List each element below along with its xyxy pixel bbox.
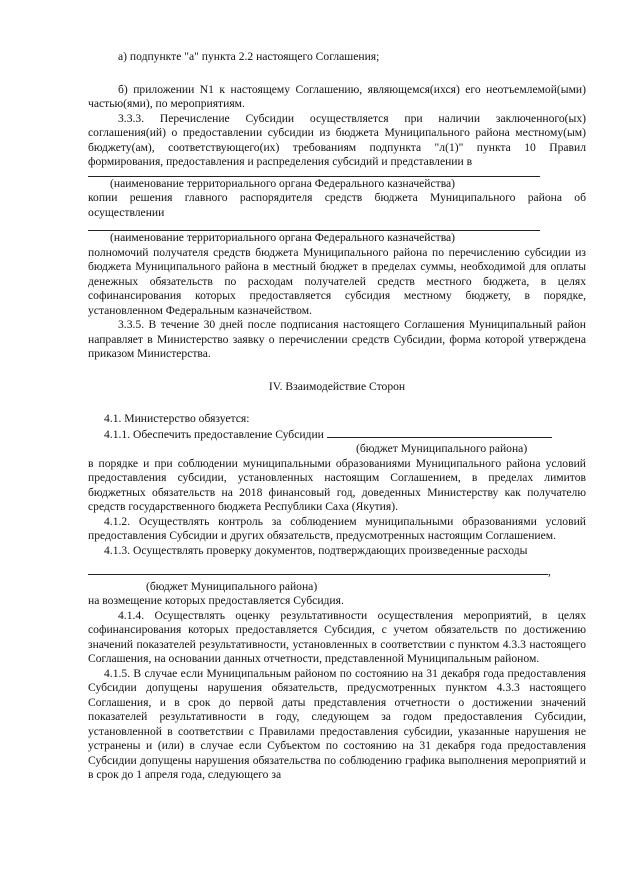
paragraph-a: а) подпункте "а" пункта 2.2 настоящего Соглашения;	[118, 50, 380, 63]
caption-budget-1: (бюджет Муниципального района)	[356, 442, 528, 455]
paragraph-4-1-3: 4.1.3. Осуществлять проверку документов, подтверждающих произведенные расходы	[104, 543, 528, 557]
comma: ,	[548, 565, 551, 578]
paragraph-3-3-5: 3.3.5. В течение 30 дней после подписания настоящего Соглашения Муниципальный район направляет в Министерство заявку о перечислении средств Субсидии, форма которой утверждена приказом Министерства.	[88, 318, 586, 360]
blank-line-row	[88, 564, 586, 580]
document-page	[88, 50, 586, 783]
paragraph-powers: полномочий получателя средств бюджета Муниципального района по перечислению субсидии из бюджета Муниципального района в местный бюджет в пределах суммы, необходимой для оплаты денежных обязательств по расходам получателей средств местного бюджета, в целях софинансирования которых предоставляется субсидия местному бюджету, в порядке, установленном Федеральным казначейством.	[88, 245, 586, 317]
caption-budget-2: (бюджет Муниципального района)	[146, 579, 318, 593]
blank-line	[88, 564, 548, 575]
blank-line	[327, 427, 552, 438]
paragraph-4-1-4: 4.1.4. Осуществлять оценку результативности осуществления мероприятий, в целях софинансирования которых предоставляется Субсидия, с учетом обязательств по достижению значений показателей результативности, установленных в соответствии с пунктом 4.3.3 настоящего Соглашения, на основании данных отчетности, представленной Муниципальным районом.	[88, 608, 586, 665]
paragraph-b: б) приложении N1 к настоящему Соглашению, являющемся(ихся) его неотъемлемой(ыми) частью(ями), по мероприятиям.	[88, 82, 586, 110]
paragraph-4-1-1-text: 4.1.1. Обеспечить предоставление Субсидии	[104, 427, 324, 441]
paragraph-reimbursement: на возмещение которых предоставляется Субсидия.	[88, 594, 344, 607]
section-title: IV. Взаимодействие Сторон	[268, 379, 406, 393]
caption-treasury-1: (наименование территориального органа Федерального казначейства)	[110, 176, 456, 190]
paragraph-conditions: в порядке и при соблюдении муниципальными образованиями Муниципального района условий предоставления субсидии, установленных настоящим Соглашением, в пределах лимитов бюджетных обязательств на 2018 финансовый год, доведенных Министерству как получателю средств государственного бюджета Республики Саха (Якутия).	[88, 456, 586, 513]
paragraph-4-1: 4.1. Министерство обязуется:	[104, 412, 250, 425]
caption-treasury-2: (наименование территориального органа Федерального казначейства)	[110, 231, 456, 244]
paragraph-copies: копии решения главного распорядителя средств бюджета Муниципального района об осуществлении	[88, 191, 586, 219]
paragraph-3-3-3: 3.3.3. Перечисление Субсидии осуществляется при наличии заключенного(ых) соглашения(ий) о предоставлении субсидии из бюджета Муниципального района местному(ым) бюджету(ам), соответствующего(их) требованиям подпункта "л(1)" пункта 10 Правил формирования, предоставления и распределения субсидий и представлении в	[88, 111, 586, 168]
paragraph-4-1-2: 4.1.2. Осуществлять контроль за соблюдением муниципальными образованиями условий предоставления Субсидии и других обязательств, предусмотренных настоящим Соглашением.	[88, 514, 586, 542]
paragraph-4-1-5: 4.1.5. В случае если Муниципальным районом по состоянию на 31 декабря года предоставления Субсидии допущены нарушения обязательств, предусмотренных пунктом 4.3.3 настоящего Соглашения, и в срок до первой даты представления отчетности о достижении значений показателей результативности в году, следующем за годом предоставления Субсидии, установленной в соответствии с Правилами предоставления субсидии, указанные нарушения не устранены и (или) в случае если Субъектом по состоянию на 31 декабря года предоставления Субсидии допущены нарушения обязательства по соблюдению графика выполнения мероприятий и в срок до 1 апреля года, следующего за	[88, 666, 586, 781]
paragraph-4-1-1	[88, 427, 586, 443]
